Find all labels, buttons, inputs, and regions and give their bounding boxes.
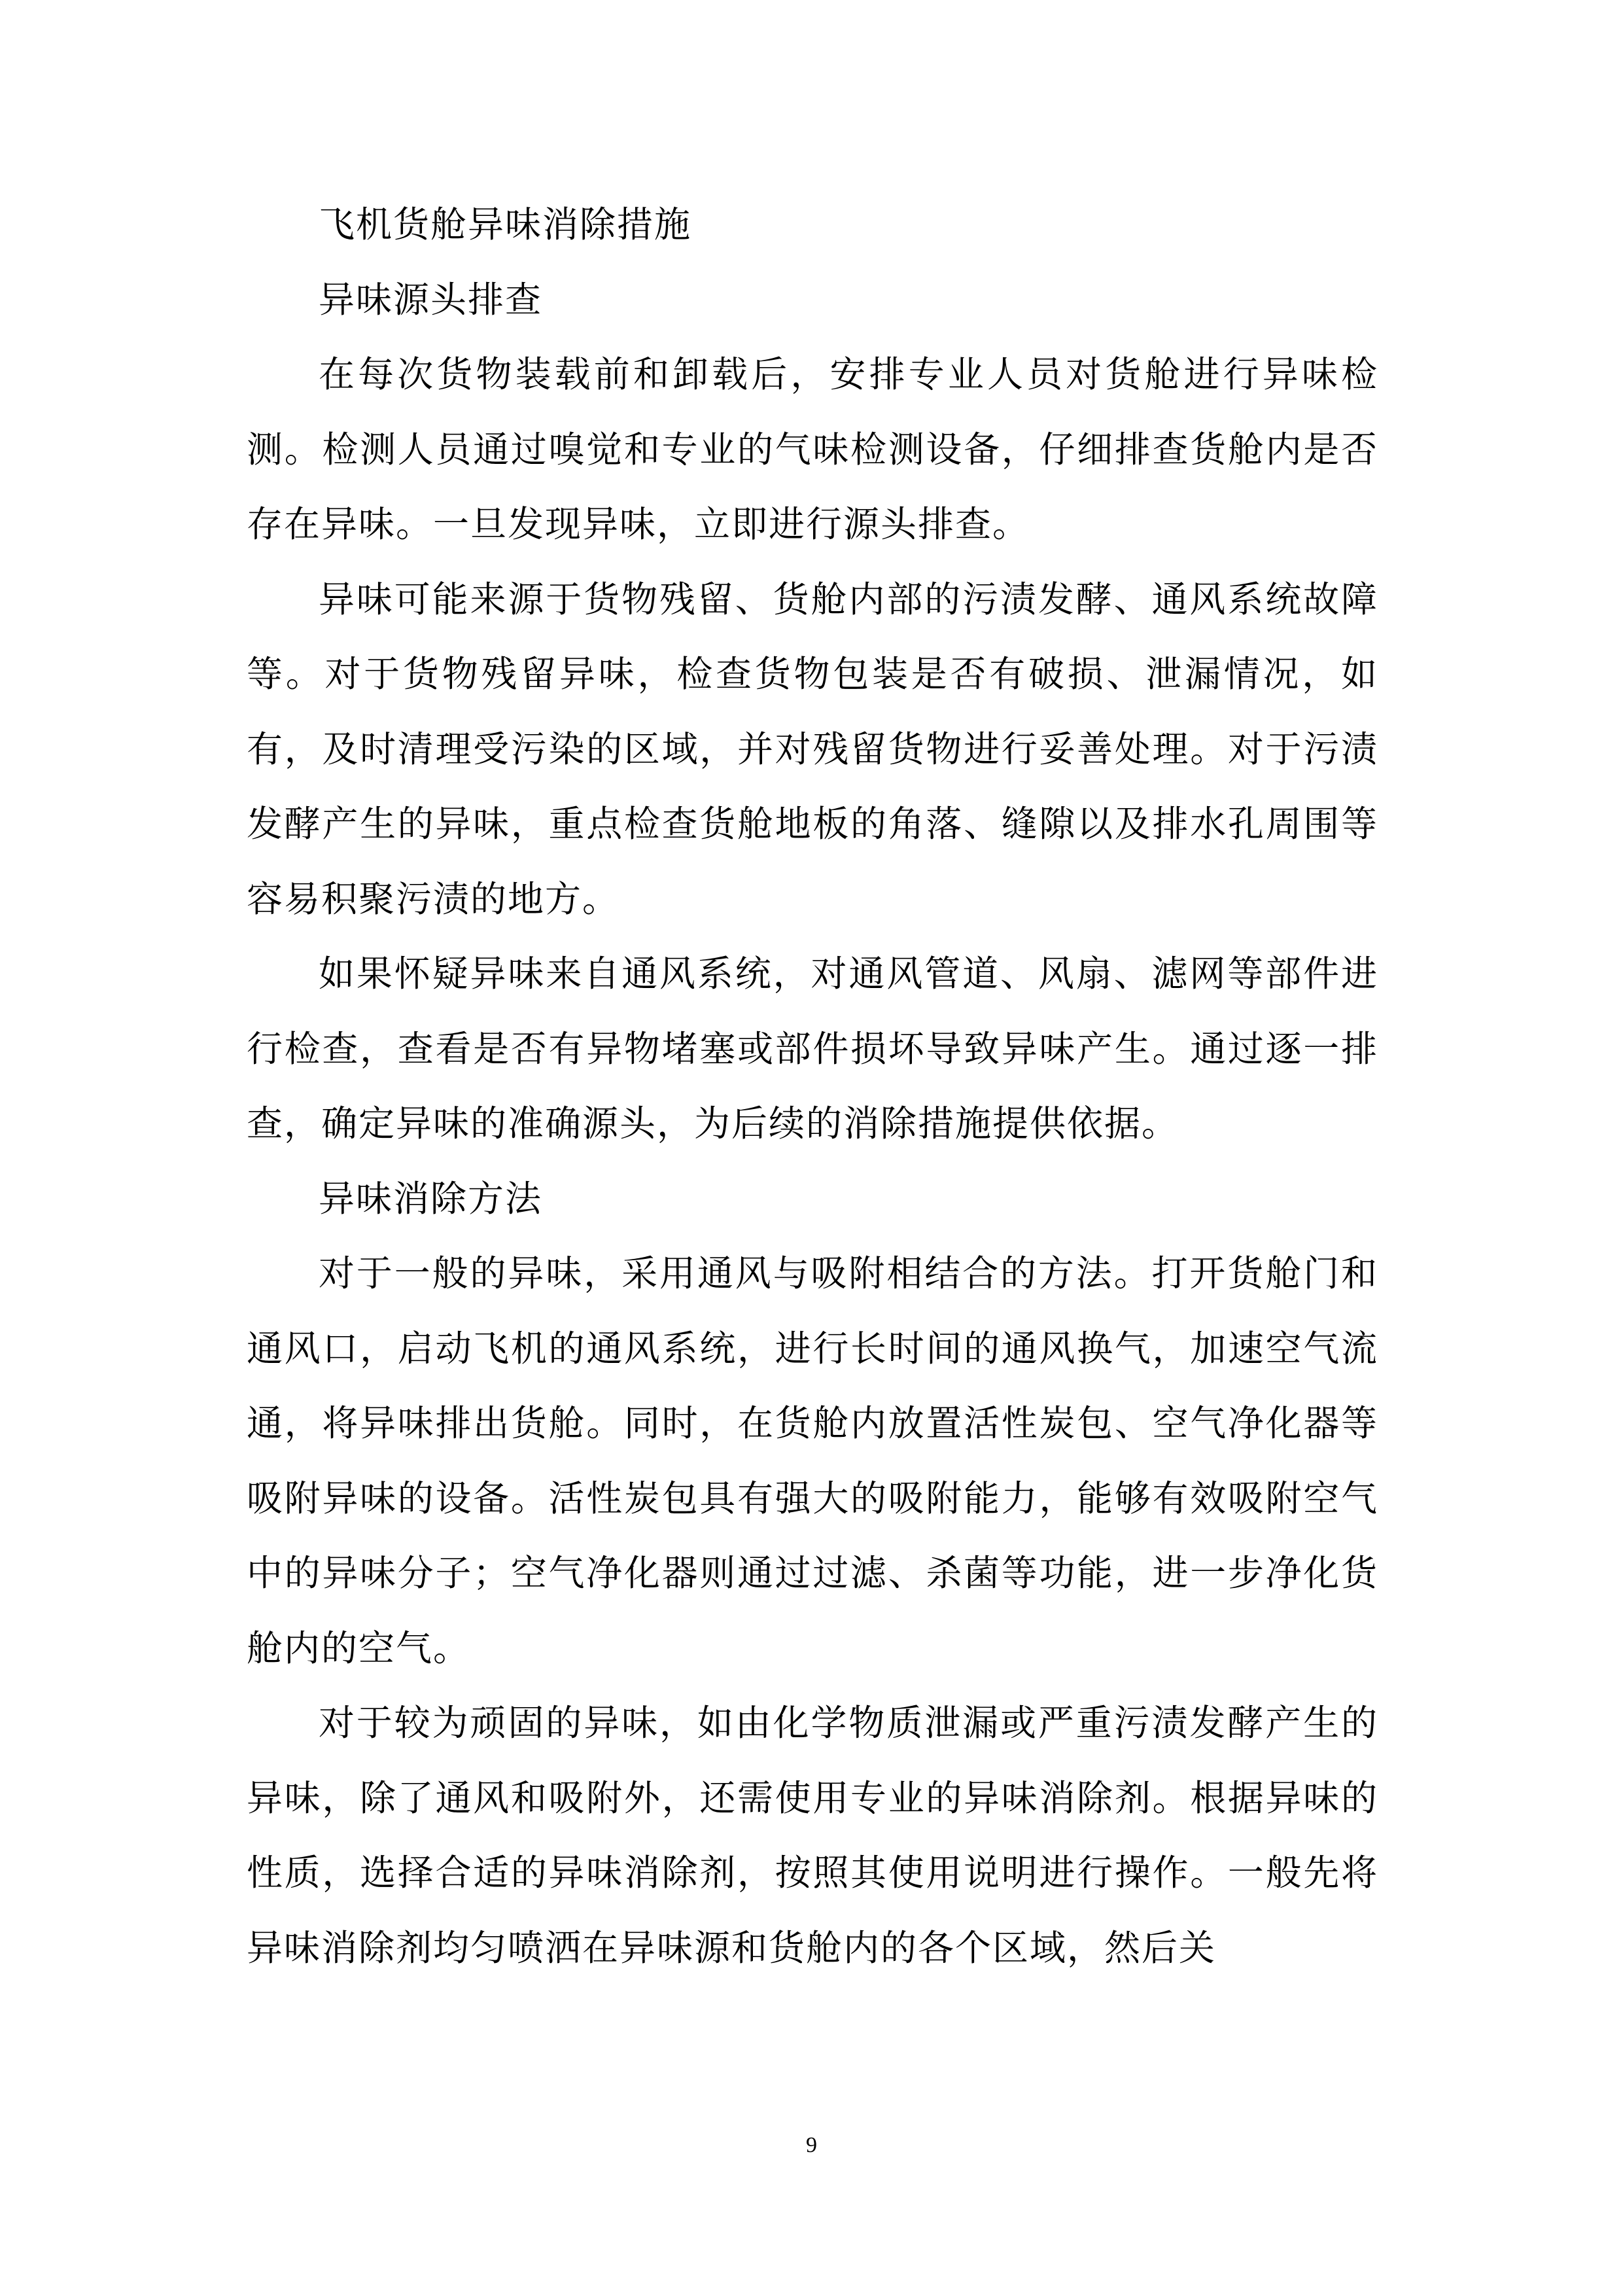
page-number: 9 bbox=[806, 2133, 817, 2157]
section-heading-source-investigation: 异味源头排查 bbox=[319, 278, 543, 321]
section-heading-removal-methods: 异味消除方法 bbox=[319, 1177, 543, 1220]
paragraph-inspection: 在每次货物装载前和卸载后，安排专业人员对货舱进行异味检测。检测人员通过嗅觉和专业的气味检测设备，仔细排查货舱内是否存在异味。一旦发现异味，立即进行源头排查。 bbox=[247, 353, 1378, 545]
document-title: 飞机货舱异味消除措施 bbox=[319, 203, 692, 245]
paragraph-ventilation-check: 如果怀疑异味来自通风系统，对通风管道、风扇、滤网等部件进行检查，查看是否有异物堵塞或部件损坏导致异味产生。通过逐一排查，确定异味的准确源头，为后续的消除措施提供依据。 bbox=[247, 953, 1378, 1144]
paragraph-stubborn-odor: 对于较为顽固的异味，如由化学物质泄漏或严重污渍发酵产生的异味，除了通风和吸附外，还需使用专业的异味消除剂。根据异味的性质，选择合适的异味消除剂，按照其使用说明进行操作。一般先将异味消除剂均匀喷洒在异味源和货舱内的各个区域，然后关 bbox=[247, 1702, 1378, 1969]
page-content bbox=[247, 187, 1378, 1985]
paragraph-ventilation-adsorption: 对于一般的异味，采用通风与吸附相结合的方法。打开货舱门和通风口，启动飞机的通风系统，进行长时间的通风换气，加速空气流通，将异味排出货舱。同时，在货舱内放置活性炭包、空气净化器等吸附异味的设备。活性炭包具有强大的吸附能力，能够有效吸附空气中的异味分子；空气净化器则通过过滤、杀菌等功能，进一步净化货舱内的空气。 bbox=[247, 1252, 1378, 1669]
paragraph-odor-sources: 异味可能来源于货物残留、货舱内部的污渍发酵、通风系统故障等。对于货物残留异味，检查货物包装是否有破损、泄漏情况，如有，及时清理受污染的区域，并对残留货物进行妥善处理。对于污渍发酵产生的异味，重点检查货舱地板的角落、缝隙以及排水孔周围等容易积聚污渍的地方。 bbox=[247, 578, 1378, 920]
